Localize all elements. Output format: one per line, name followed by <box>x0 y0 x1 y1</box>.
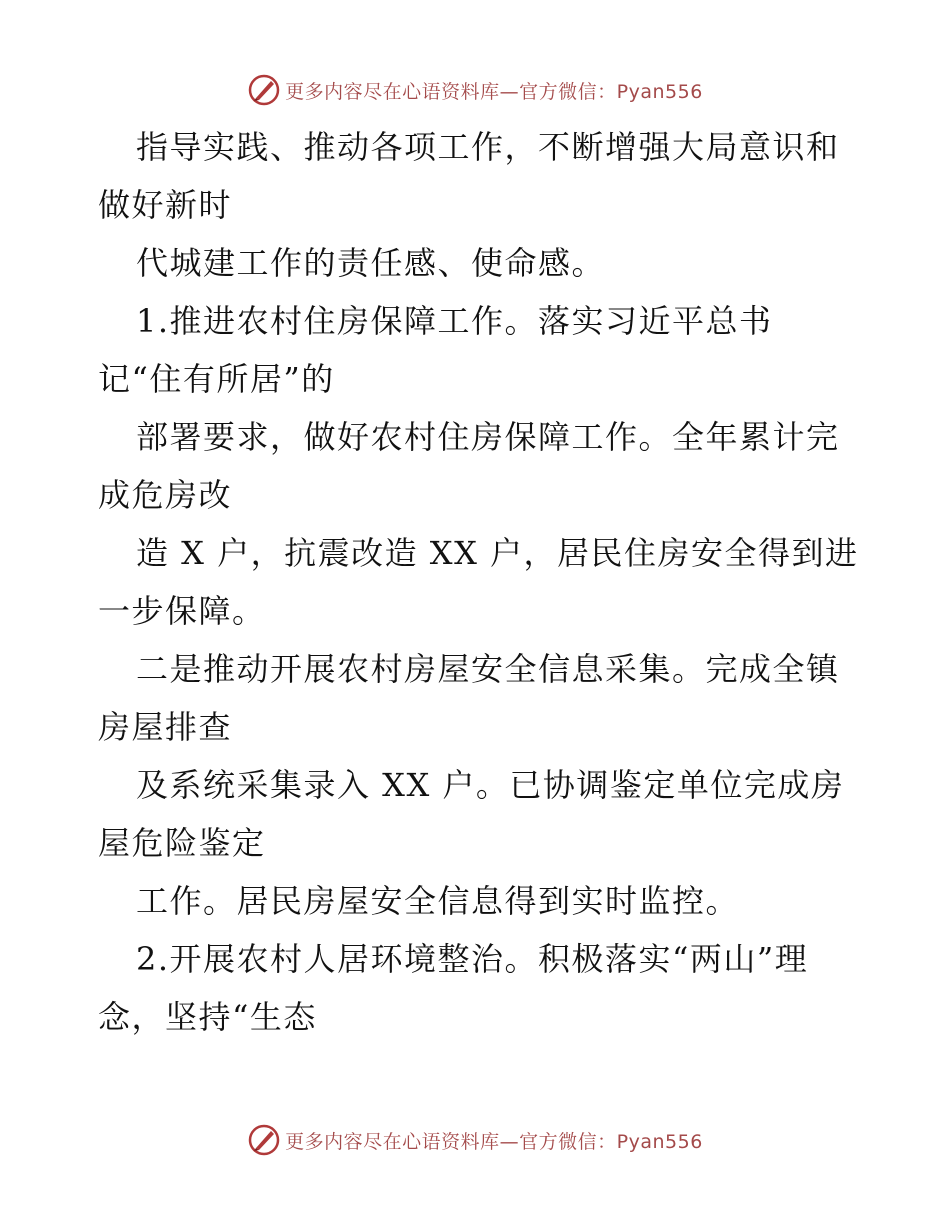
document-body <box>98 118 858 1046</box>
header-banner-text: 更多内容尽在心语资料库—官方微信：Pyan556 <box>285 80 703 103</box>
body-line: 念，坚持“生态 <box>98 998 317 1036</box>
body-line: 成危房改 <box>98 476 233 514</box>
body-line: 工作。居民房屋安全信息得到实时监控。 <box>136 882 740 920</box>
footer-banner-text: 更多内容尽在心语资料库—官方微信：Pyan556 <box>285 1130 703 1153</box>
body-line: 1.推进农村住房保障工作。落实习近平总书 <box>136 302 773 340</box>
body-line: 一步保障。 <box>98 592 266 630</box>
footer-banner <box>0 1120 950 1160</box>
body-line: 造 X 户，抗震改造 XX 户，居民住房安全得到进 <box>136 534 859 572</box>
body-line: 2.开展农村人居环境整治。积极落实“两山”理 <box>136 940 809 978</box>
quill-pen-logo-icon <box>247 1123 281 1157</box>
body-line: 做好新时 <box>98 186 233 224</box>
body-line: 二是推动开展农村房屋安全信息采集。完成全镇 <box>136 650 840 688</box>
quill-pen-logo-icon <box>247 73 281 107</box>
body-line: 及系统采集录入 XX 户。已协调鉴定单位完成房 <box>136 766 845 804</box>
body-line: 房屋排查 <box>98 708 233 746</box>
body-line: 记“住有所居”的 <box>98 360 335 398</box>
body-line: 部署要求，做好农村住房保障工作。全年累计完 <box>136 418 840 456</box>
header-banner <box>0 70 950 110</box>
body-line: 代城建工作的责任感、使命感。 <box>136 244 606 282</box>
body-line: 屋危险鉴定 <box>98 824 266 862</box>
body-line: 指导实践、推动各项工作，不断增强大局意识和 <box>136 128 840 166</box>
